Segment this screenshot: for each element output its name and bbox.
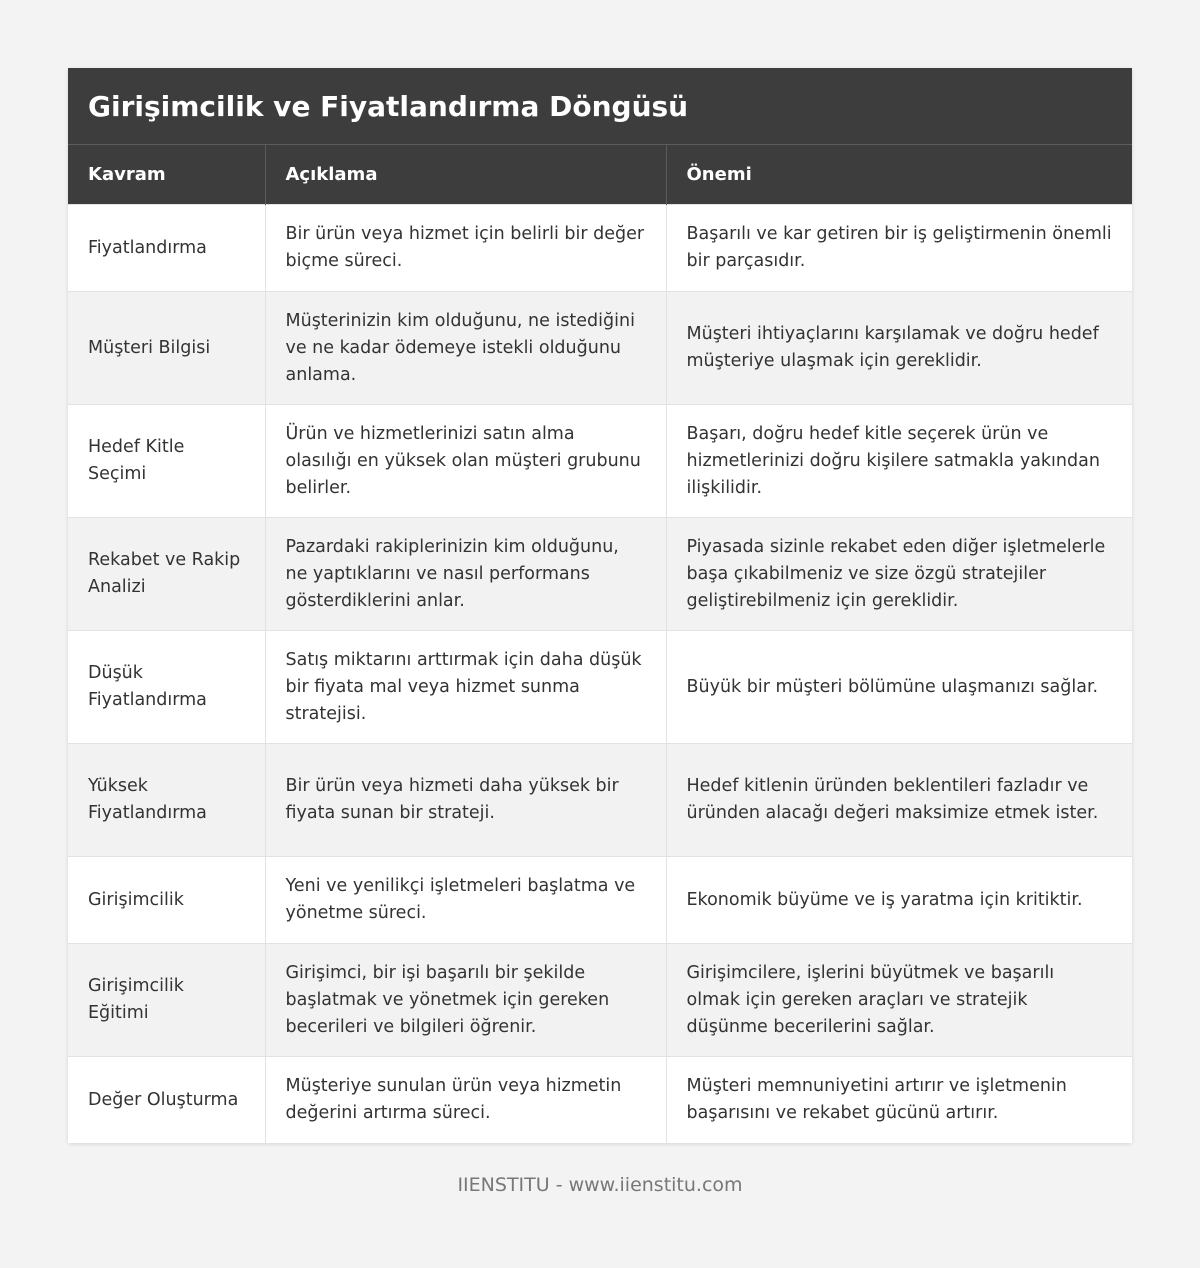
table-card	[68, 68, 1132, 1143]
cell-kavram: Girişimcilik Eğitimi	[68, 944, 265, 1057]
cell-kavram: Yüksek Fiyatlandırma	[68, 744, 265, 857]
cell-kavram: Düşük Fiyatlandırma	[68, 631, 265, 744]
table-row	[68, 857, 1132, 944]
cell-aciklama: Girişimci, bir işi başarılı bir şekilde başlatmak ve yönetmek için gereken becerileri ve bilgileri öğrenir.	[265, 944, 666, 1057]
cell-aciklama: Yeni ve yenilikçi işletmeleri başlatma ve yönetme süreci.	[265, 857, 666, 944]
header-row	[68, 145, 1132, 205]
cell-onemi: Ekonomik büyüme ve iş yaratma için kritiktir.	[666, 857, 1132, 944]
cell-aciklama: Müşteriye sunulan ürün veya hizmetin değerini artırma süreci.	[265, 1057, 666, 1144]
cell-onemi: Başarı, doğru hedef kitle seçerek ürün ve hizmetlerinizi doğru kişilere satmakla yakından ilişkilidir.	[666, 405, 1132, 518]
cell-onemi: Hedef kitlenin üründen beklentileri fazladır ve üründen alacağı değeri maksimize etmek ister.	[666, 744, 1132, 857]
table-row	[68, 1057, 1132, 1144]
cell-kavram: Girişimcilik	[68, 857, 265, 944]
cell-onemi: Müşteri memnuniyetini artırır ve işletmenin başarısını ve rekabet gücünü artırır.	[666, 1057, 1132, 1144]
cell-kavram: Müşteri Bilgisi	[68, 292, 265, 405]
cell-aciklama: Bir ürün veya hizmeti daha yüksek bir fiyata sunan bir strateji.	[265, 744, 666, 857]
table-row	[68, 292, 1132, 405]
table-row	[68, 944, 1132, 1057]
title-bar	[68, 68, 1132, 144]
footer-credit: IIENSTITU - www.iienstitu.com	[457, 1174, 743, 1196]
table-row	[68, 518, 1132, 631]
table-row	[68, 205, 1132, 292]
table-row	[68, 744, 1132, 857]
cell-aciklama: Ürün ve hizmetlerinizi satın alma olasılığı en yüksek olan müşteri grubunu belirler.	[265, 405, 666, 518]
cell-kavram: Hedef Kitle Seçimi	[68, 405, 265, 518]
column-header-kavram: Kavram	[68, 145, 265, 205]
cell-kavram: Fiyatlandırma	[68, 205, 265, 292]
column-header-onemi: Önemi	[666, 145, 1132, 205]
cell-onemi: Müşteri ihtiyaçlarını karşılamak ve doğru hedef müşteriye ulaşmak için gereklidir.	[666, 292, 1132, 405]
cell-onemi: Büyük bir müşteri bölümüne ulaşmanızı sağlar.	[666, 631, 1132, 744]
cell-onemi: Girişimcilere, işlerini büyütmek ve başarılı olmak için gereken araçları ve stratejik düşünme becerilerini sağlar.	[666, 944, 1132, 1057]
cell-kavram: Değer Oluşturma	[68, 1057, 265, 1144]
cell-kavram: Rekabet ve Rakip Analizi	[68, 518, 265, 631]
cell-aciklama: Bir ürün veya hizmet için belirli bir değer biçme süreci.	[265, 205, 666, 292]
cell-aciklama: Satış miktarını arttırmak için daha düşük bir fiyata mal veya hizmet sunma stratejisi.	[265, 631, 666, 744]
column-header-aciklama: Açıklama	[265, 145, 666, 205]
concept-table	[68, 144, 1132, 1143]
table-title: Girişimcilik ve Fiyatlandırma Döngüsü	[88, 89, 689, 123]
cell-onemi: Başarılı ve kar getiren bir iş geliştirmenin önemli bir parçasıdır.	[666, 205, 1132, 292]
cell-aciklama: Pazardaki rakiplerinizin kim olduğunu, ne yaptıklarını ve nasıl performans gösterdiklerini anlar.	[265, 518, 666, 631]
table-row	[68, 405, 1132, 518]
cell-aciklama: Müşterinizin kim olduğunu, ne istediğini ve ne kadar ödemeye istekli olduğunu anlama.	[265, 292, 666, 405]
cell-onemi: Piyasada sizinle rekabet eden diğer işletmelerle başa çıkabilmeniz ve size özgü stratejiler geliştirebilmeniz için gereklidir.	[666, 518, 1132, 631]
table-row	[68, 631, 1132, 744]
